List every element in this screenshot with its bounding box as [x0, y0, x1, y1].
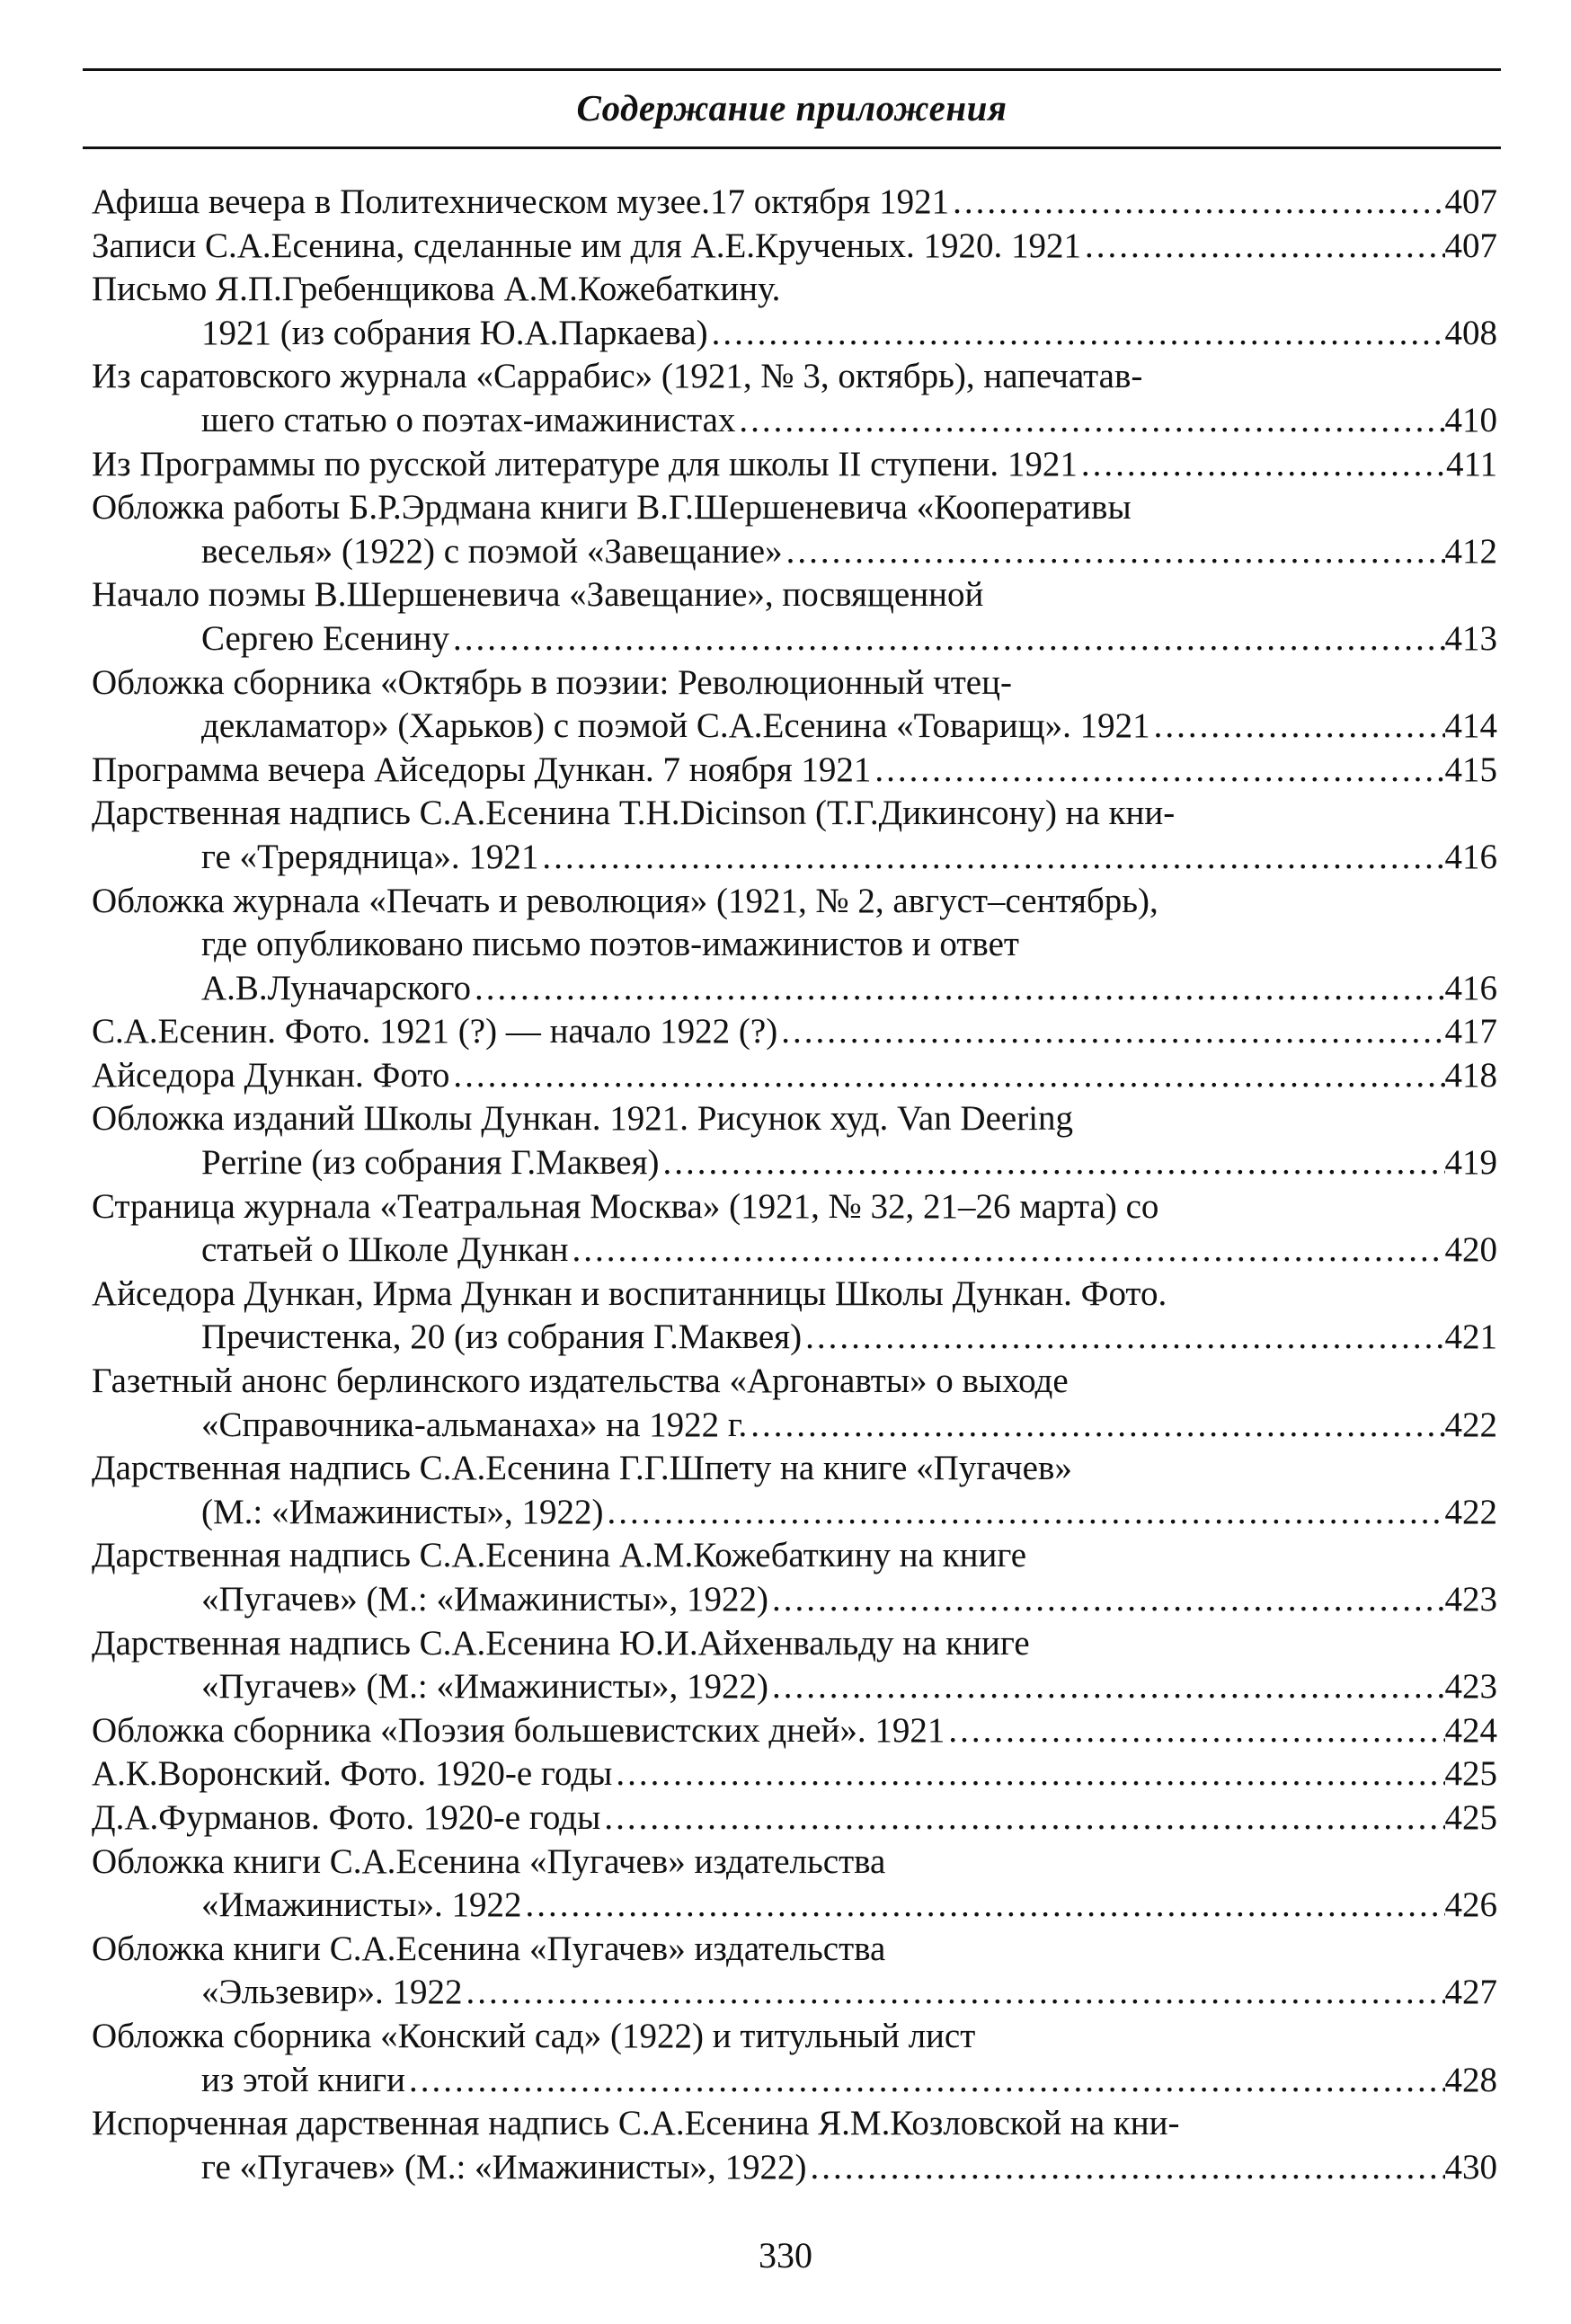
toc-entry-text: Афиша вечера в Политехническом музее.17 октября 1921	[92, 182, 950, 221]
table-of-contents	[92, 181, 1497, 2189]
toc-entry-text: Пречистенка, 20 (из собрания Г.Маквея)	[201, 1317, 803, 1357]
toc-entry-last-line	[92, 1054, 1497, 1098]
toc-entry-text: «Пугачев» (М.: «Имажинисты», 1922)	[201, 1580, 768, 1619]
toc-entry	[92, 268, 1497, 355]
toc-entry-line: Обложка сборника «Октябрь в поэзии: Революционный чтец-	[92, 662, 1012, 702]
toc-entry-text: ге «Пугачев» (М.: «Имажинисты», 1922)	[201, 2147, 807, 2187]
toc-entry	[92, 1273, 1497, 1360]
toc-entry-last-line	[92, 1229, 1497, 1273]
toc-entry-line: Из саратовского журнала «Саррабис» (1921, № 3, октябрь), напечатав-	[92, 357, 1143, 396]
toc-entry-text: А.В.Луначарского	[201, 968, 472, 1007]
dot-leader	[600, 1796, 1444, 1841]
toc-entry-text: (М.: «Имажинисты», 1922)	[201, 1492, 604, 1531]
toc-entry-page: 411	[1445, 444, 1497, 483]
toc-entry-text: С.А.Есенин. Фото. 1921 (?) — начало 1922 (?)	[92, 1012, 778, 1051]
header-bottom-rule	[83, 146, 1501, 149]
toc-entry-text: Записи С.А.Есенина, сделанные им для А.Е.Крученых. 1920. 1921	[92, 226, 1082, 265]
toc-entry-line: Страница журнала «Театральная Москва» (1921, № 32, 21–26 марта) со	[92, 1186, 1159, 1226]
toc-entry-last-line	[92, 225, 1497, 269]
toc-entry-last-line	[92, 1665, 1497, 1709]
toc-entry-page: 426	[1444, 1885, 1497, 1925]
toc-entry	[92, 792, 1497, 879]
dot-leader	[449, 617, 1444, 661]
toc-entry-line: Дарственная надпись С.А.Есенина А.М.Кожебаткину на книге	[92, 1536, 1027, 1575]
toc-entry-line: Дарственная надпись С.А.Есенина Т.Н.Dicinson (Т.Г.Дикинсону) на кни-	[92, 794, 1176, 833]
toc-entry-last-line	[92, 530, 1497, 574]
toc-entry-page: 412	[1444, 531, 1497, 571]
toc-entry	[92, 1054, 1497, 1098]
toc-entry-page: 425	[1444, 1754, 1497, 1794]
toc-entry-text: декламатор» (Харьков) с поэмой С.А.Есенина «Товарищ». 1921	[201, 706, 1150, 746]
toc-entry-last-line	[92, 1709, 1497, 1753]
toc-entry-last-line	[92, 2059, 1497, 2103]
dot-leader	[735, 399, 1444, 443]
toc-entry-page: 428	[1444, 2060, 1497, 2099]
toc-entry-line: где опубликовано письмо поэтов-имажинистов и ответ	[201, 925, 1019, 964]
toc-entry-text: «Эльзевир». 1922	[201, 1973, 463, 2012]
toc-entry-page: 421	[1444, 1317, 1497, 1357]
toc-entry-page: 425	[1444, 1797, 1497, 1837]
toc-entry-line: Обложка книги С.А.Есенина «Пугачев» издательства	[92, 1841, 886, 1881]
toc-entry-text: «Справочника-альманаха» на 1922 г.	[201, 1405, 748, 1444]
toc-entry	[92, 225, 1497, 269]
dot-leader	[1150, 705, 1445, 749]
dot-leader	[538, 836, 1444, 880]
toc-entry-page: 416	[1444, 837, 1497, 876]
toc-entry-text: Обложка сборника «Поэзия большевистских дней». 1921	[92, 1710, 945, 1750]
dot-leader	[777, 1010, 1444, 1054]
toc-entry-last-line	[92, 617, 1497, 661]
toc-entry	[92, 181, 1497, 225]
toc-entry-line: Айседора Дункан, Ирма Дункан и воспитанницы Школы Дункан. Фото.	[92, 1273, 1167, 1313]
toc-entry-page: 418	[1444, 1055, 1497, 1095]
toc-entry-line: Обложка книги С.А.Есенина «Пугачев» издательства	[92, 1929, 886, 1968]
toc-entry	[92, 1752, 1497, 1796]
toc-entry-text: веселья» (1922) с поэмой «Завещание»	[201, 531, 783, 571]
dot-leader	[807, 2146, 1445, 2190]
toc-entry-text: «Имажинисты». 1922	[201, 1885, 522, 1925]
toc-entry	[92, 1185, 1497, 1273]
dot-leader	[871, 749, 1444, 793]
dot-leader	[768, 1665, 1445, 1709]
toc-entry	[92, 1447, 1497, 1534]
toc-entry-last-line	[92, 2146, 1497, 2190]
toc-entry	[92, 1360, 1497, 1447]
toc-entry-page: 423	[1444, 1667, 1497, 1707]
toc-entry-line: Начало поэмы В.Шершеневича «Завещание», посвященной	[92, 575, 984, 615]
dot-leader	[522, 1884, 1445, 1928]
toc-entry-line: Обложка сборника «Конский сад» (1922) и титульный лист	[92, 2016, 976, 2055]
toc-entry	[92, 880, 1497, 1011]
toc-entry-text: 1921 (из собрания Ю.А.Паркаева)	[201, 313, 708, 352]
dot-leader	[1078, 443, 1446, 487]
toc-entry-page: 424	[1444, 1710, 1497, 1750]
toc-entry-text: Д.А.Фурманов. Фото. 1920-е годы	[92, 1797, 601, 1837]
toc-entry-line: Обложка работы Б.Р.Эрдмана книги В.Г.Шершеневича «Кооперативы	[92, 488, 1132, 528]
toc-entry-last-line	[92, 1010, 1497, 1054]
toc-entry-page: 407	[1444, 226, 1497, 265]
toc-entry	[92, 573, 1497, 661]
dot-leader	[471, 967, 1444, 1011]
toc-entry-last-line	[92, 1971, 1497, 2015]
toc-entry	[92, 2015, 1497, 2102]
toc-entry-last-line	[92, 836, 1497, 880]
toc-entry	[92, 1622, 1497, 1709]
toc-entry-last-line	[92, 1884, 1497, 1928]
toc-entry-text: Из Программы по русской литературе для школы II ступени. 1921	[92, 444, 1078, 483]
toc-entry-last-line	[92, 967, 1497, 1011]
toc-entry-last-line	[92, 705, 1497, 749]
dot-leader	[945, 1709, 1444, 1753]
toc-entry-text: Программа вечера Айседоры Дункан. 7 ноября 1921	[92, 750, 872, 789]
toc-entry	[92, 1534, 1497, 1621]
toc-entry-page: 416	[1444, 968, 1497, 1007]
toc-entry-last-line	[92, 1491, 1497, 1535]
toc-entry-text: статьей о Школе Дункан	[201, 1230, 569, 1270]
toc-entry-last-line	[92, 749, 1497, 793]
toc-entry-page: 423	[1444, 1580, 1497, 1619]
toc-entry-last-line	[92, 443, 1497, 487]
toc-entry-text: Perrine (из собрания Г.Маквея)	[201, 1143, 660, 1183]
dot-leader	[708, 312, 1445, 356]
toc-entry-line: Газетный анонс берлинского издательства «Аргонавты» о выходе	[92, 1362, 1069, 1401]
toc-entry	[92, 2102, 1497, 2189]
toc-entry-last-line	[92, 1578, 1497, 1622]
toc-entry-line: Письмо Я.П.Гребенщикова А.М.Кожебаткину.	[92, 270, 781, 309]
toc-entry-last-line	[92, 1796, 1497, 1841]
toc-entry-page: 427	[1444, 1973, 1497, 2012]
toc-entry-page: 410	[1444, 400, 1497, 439]
toc-entry	[92, 486, 1497, 573]
dot-leader	[949, 181, 1444, 225]
toc-entry-last-line	[92, 1141, 1497, 1185]
dot-leader	[405, 2059, 1445, 2103]
toc-entry-page: 413	[1444, 618, 1497, 658]
dot-leader	[449, 1054, 1444, 1098]
toc-entry-page: 417	[1444, 1012, 1497, 1051]
dot-leader	[1081, 225, 1444, 269]
toc-entry-last-line	[92, 312, 1497, 356]
dot-leader	[612, 1752, 1444, 1796]
toc-entry-text: ге «Трерядница». 1921	[201, 837, 539, 876]
toc-entry-page: 422	[1444, 1405, 1497, 1444]
toc-entry	[92, 749, 1497, 793]
toc-entry-page: 407	[1444, 182, 1497, 221]
dot-leader	[768, 1578, 1445, 1622]
toc-entry	[92, 1796, 1497, 1841]
toc-entry	[92, 1097, 1497, 1184]
toc-entry	[92, 1709, 1497, 1753]
toc-entry-page: 408	[1444, 313, 1497, 352]
toc-entry-text: шего статью о поэтах-имажинистах	[201, 400, 736, 439]
toc-entry-last-line	[92, 1316, 1497, 1360]
toc-entry-text: из этой книги	[201, 2060, 405, 2099]
toc-entry-text: Сергею Есенину	[201, 618, 450, 658]
toc-entry-line: Испорченная дарственная надпись С.А.Есенина Я.М.Козловской на кни-	[92, 2104, 1180, 2143]
toc-entry	[92, 443, 1497, 487]
toc-entry	[92, 661, 1497, 749]
toc-entry	[92, 1010, 1497, 1054]
dot-leader	[783, 530, 1445, 574]
page-title: Содержание приложения	[576, 87, 1007, 129]
toc-entry	[92, 1841, 1497, 1928]
toc-entry-page: 422	[1444, 1492, 1497, 1531]
toc-entry-text: Айседора Дункан. Фото	[92, 1055, 450, 1095]
toc-entry-text: «Пугачев» (М.: «Имажинисты», 1922)	[201, 1667, 768, 1707]
dot-leader	[802, 1316, 1444, 1360]
toc-entry-line: Обложка изданий Школы Дункан. 1921. Рисунок худ. Van Deering	[92, 1099, 1074, 1139]
dot-leader	[604, 1491, 1445, 1535]
dot-leader	[747, 1404, 1444, 1448]
dot-leader	[568, 1229, 1444, 1273]
toc-entry-page: 420	[1444, 1230, 1497, 1270]
dot-leader	[462, 1971, 1444, 2015]
toc-entry-page: 430	[1444, 2147, 1497, 2187]
toc-entry-last-line	[92, 1404, 1497, 1448]
toc-entry-line: Дарственная надпись С.А.Есенина Г.Г.Шпету на книге «Пугачев»	[92, 1449, 1072, 1488]
toc-entry-last-line	[92, 1752, 1497, 1796]
toc-entry-page: 419	[1444, 1143, 1497, 1183]
toc-entry-last-line	[92, 399, 1497, 443]
header-top-rule	[83, 68, 1501, 71]
toc-entry-page: 415	[1444, 750, 1497, 789]
toc-entry-page: 414	[1444, 706, 1497, 746]
toc-entry	[92, 355, 1497, 442]
toc-entry-line: Обложка журнала «Печать и революция» (1921, № 2, август–сентябрь),	[92, 881, 1158, 920]
dot-leader	[660, 1141, 1445, 1185]
toc-entry-line: Дарственная надпись С.А.Есенина Ю.И.Айхенвальду на книге	[92, 1623, 1030, 1663]
toc-entry-text: А.К.Воронский. Фото. 1920-е годы	[92, 1754, 613, 1794]
toc-entry	[92, 1928, 1497, 2015]
toc-entry-last-line	[92, 181, 1497, 225]
page-number: 330	[759, 2235, 812, 2275]
